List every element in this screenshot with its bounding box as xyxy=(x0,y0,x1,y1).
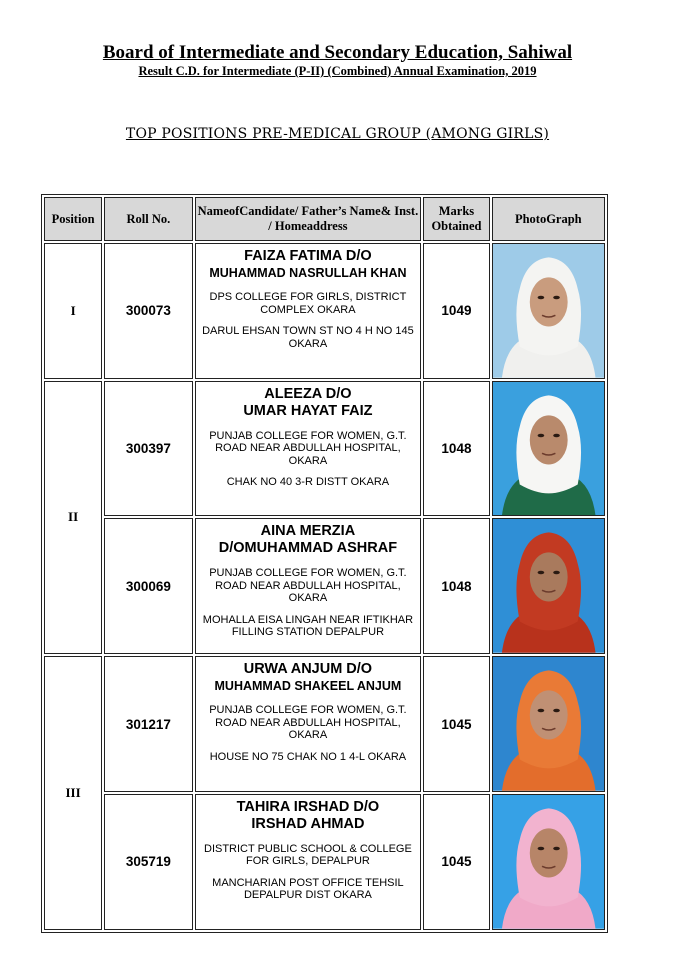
table-row xyxy=(44,794,605,930)
table-header-row xyxy=(44,197,605,241)
candidate-photo xyxy=(492,518,605,654)
group-heading: TOP POSITIONS PRE-MEDICAL GROUP (AMONG GIRLS) xyxy=(125,126,550,142)
institute: PUNJAB COLLEGE FOR WOMEN, G.T. ROAD NEAR ABDULLAH HOSPITAL, OKARA xyxy=(209,567,407,605)
result-subtitle: Result C.D. for Intermediate (P-II) (Combined) Annual Examination, 2019 xyxy=(138,64,537,78)
home-address: MOHALLA EISA LINGAH NEAR IFTIKHAR FILLING STATION DEPALPUR xyxy=(202,613,414,639)
father-name: UMAR HAYAT FAIZ xyxy=(243,402,373,419)
col-marks: Marks Obtained xyxy=(423,197,489,241)
candidate-name: URWA ANJUM D/O xyxy=(243,661,373,678)
col-photograph: PhotoGraph xyxy=(492,197,605,241)
position-cell: III xyxy=(44,656,102,929)
father-name: D/OMUHAMMAD ASHRAF xyxy=(218,540,398,557)
roll-cell: 300073 xyxy=(104,243,192,379)
roll-cell: 301217 xyxy=(104,656,192,792)
father-name: MUHAMMAD SHAKEEL ANJUM xyxy=(214,679,402,694)
results-table xyxy=(41,194,608,933)
position-cell: II xyxy=(44,381,102,654)
roll-cell: 300069 xyxy=(104,518,192,654)
portrait-image xyxy=(493,795,604,929)
candidate-name: ALEEZA D/O xyxy=(264,385,352,402)
home-address: CHAK NO 40 3-R DISTT OKARA xyxy=(226,476,390,489)
candidate-cell xyxy=(195,656,422,792)
portrait-image xyxy=(493,244,604,378)
portrait-image xyxy=(493,382,604,516)
col-position: Position xyxy=(44,197,102,241)
candidate-photo xyxy=(492,381,605,517)
candidate-cell xyxy=(195,381,422,517)
table-row xyxy=(44,381,605,517)
table-row xyxy=(44,243,605,379)
institute: PUNJAB COLLEGE FOR WOMEN, G.T. ROAD NEAR ABDULLAH HOSPITAL, OKARA xyxy=(209,704,407,742)
portrait-image xyxy=(493,519,604,653)
home-address: MANCHARIAN POST OFFICE TEHSIL DEPALPUR DIST OKARA xyxy=(212,876,404,902)
candidate-photo xyxy=(492,656,605,792)
roll-cell: 300397 xyxy=(104,381,192,517)
institute: DISTRICT PUBLIC SCHOOL & COLLEGE FOR GIRLS, DEPALPUR xyxy=(204,842,412,868)
portrait-image xyxy=(493,657,604,791)
institute: PUNJAB COLLEGE FOR WOMEN, G.T. ROAD NEAR ABDULLAH HOSPITAL, OKARA xyxy=(209,429,407,467)
table-row xyxy=(44,656,605,792)
candidate-photo xyxy=(492,243,605,379)
home-address: HOUSE NO 75 CHAK NO 1 4-L OKARA xyxy=(209,750,407,763)
candidate-cell xyxy=(195,243,422,379)
table-row xyxy=(44,518,605,654)
candidate-photo xyxy=(492,794,605,930)
marks-cell: 1045 xyxy=(423,794,489,930)
marks-cell: 1045 xyxy=(423,656,489,792)
marks-cell: 1048 xyxy=(423,518,489,654)
col-roll-no: Roll No. xyxy=(104,197,192,241)
candidate-cell xyxy=(195,794,422,930)
position-cell: I xyxy=(44,243,102,379)
marks-cell: 1049 xyxy=(423,243,489,379)
board-title: Board of Intermediate and Secondary Education, Sahiwal xyxy=(102,42,573,63)
institute: DPS COLLEGE FOR GIRLS, DISTRICT COMPLEX OKARA xyxy=(209,291,407,316)
roll-cell: 305719 xyxy=(104,794,192,930)
home-address: DARUL EHSAN TOWN ST NO 4 H NO 145 OKARA xyxy=(202,325,414,350)
candidate-name: TAHIRA IRSHAD D/O xyxy=(236,798,380,815)
candidate-name: FAIZA FATIMA D/O xyxy=(244,248,372,264)
marks-cell: 1048 xyxy=(423,381,489,517)
father-name: MUHAMMAD NASRULLAH KHAN xyxy=(209,266,407,280)
col-name-details: NameofCandidate/ Father’s Name& Inst. / Homeaddress xyxy=(195,197,422,241)
candidate-name: AINA MERZIA xyxy=(260,523,356,540)
candidate-cell xyxy=(195,518,422,654)
father-name: IRSHAD AHMAD xyxy=(251,815,365,832)
